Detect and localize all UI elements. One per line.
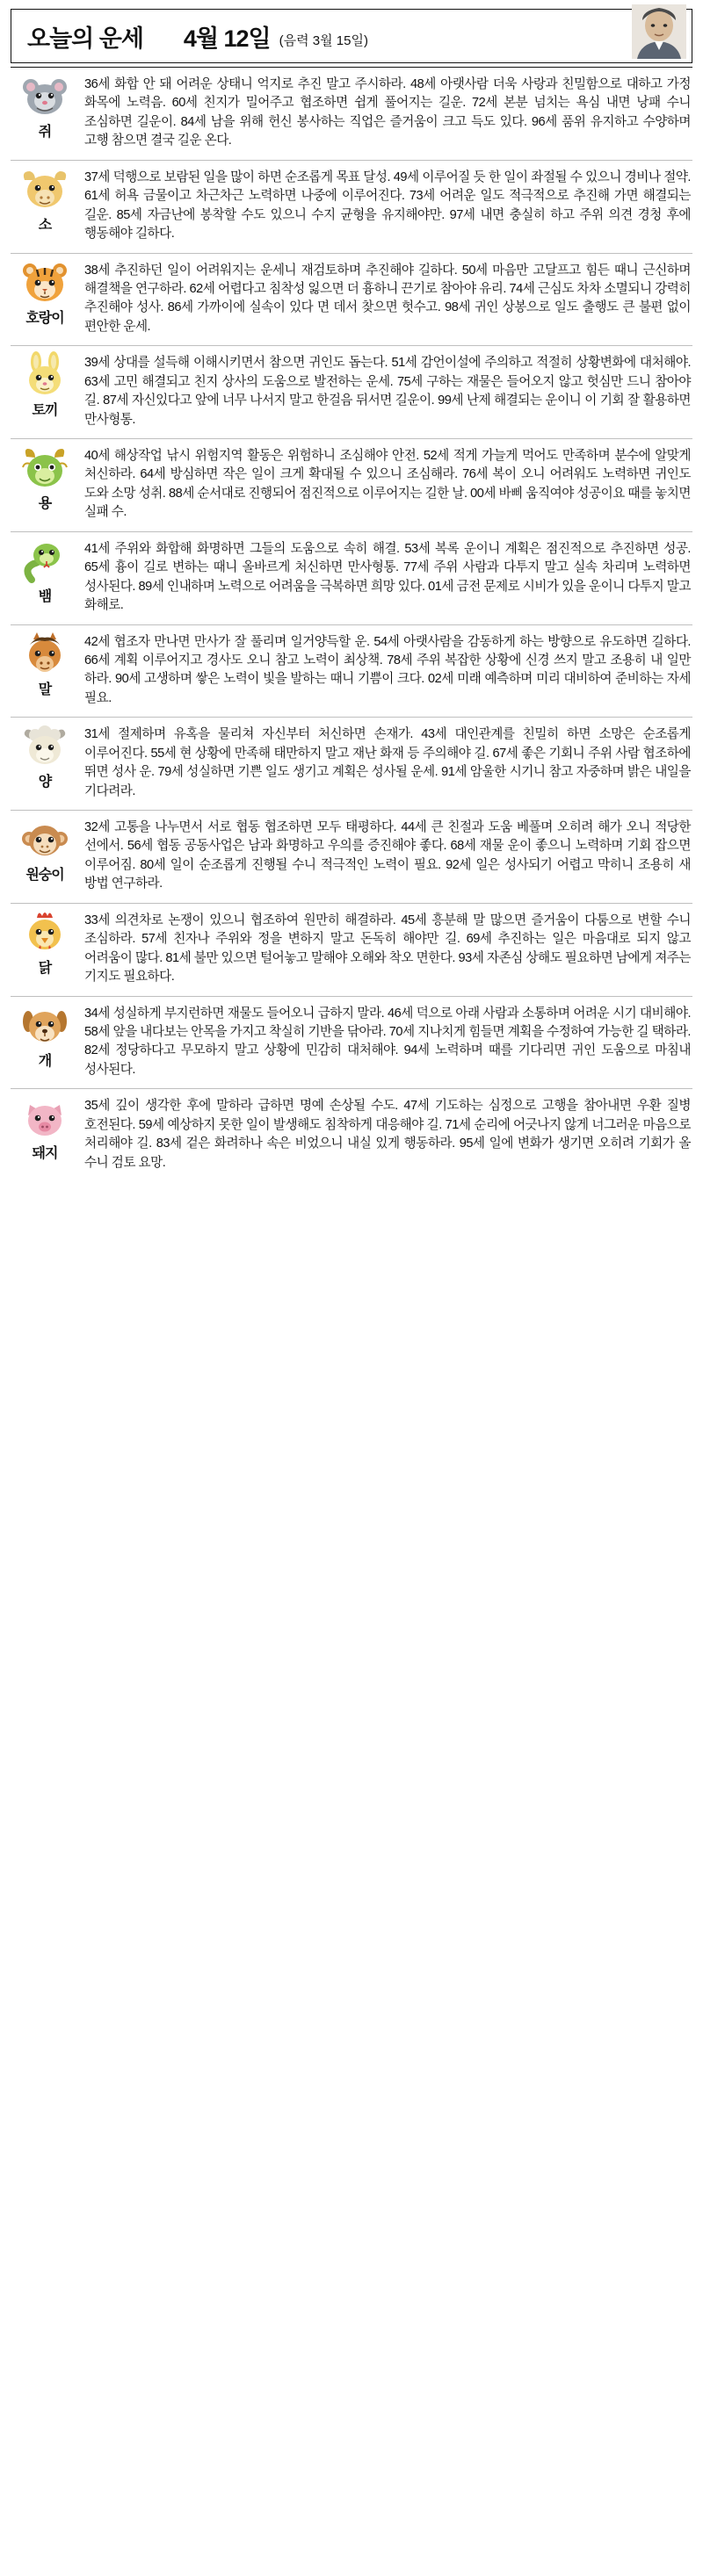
zodiac-name: 토끼	[32, 403, 58, 419]
zodiac-cell-tiger	[11, 253, 79, 346]
header-lunar-date: (음력 3월 15일)	[279, 32, 368, 48]
fortune-table	[11, 68, 692, 1181]
fortune-text: 41세 주위와 화합해 화명하면 그들의 도움으로 속히 해결. 53세 복록 운이니 계획은 점진적으로 추진하면 성공. 65세 흉이 길로 변하는 때니 올바르게 처신하면 만사형통. 77세 주위 사람과 다투지 말고 실속 차리며 노력하면 성사된다. 89세 인내하며 노력으로 어려움을 극복하면 희망 있다. 01세 금전 문제로 시비가 있을 운이니 다투지 말고 화해로.	[79, 531, 692, 624]
rabbit-icon	[19, 351, 70, 397]
fortune-page	[0, 0, 703, 1194]
person-photo-icon	[632, 4, 686, 59]
zodiac-name: 돼지	[32, 1146, 58, 1162]
dog-icon	[19, 1002, 70, 1048]
table-row	[11, 1089, 692, 1181]
table-row	[11, 160, 692, 253]
zodiac-name: 쥐	[38, 125, 52, 140]
zodiac-name: 용	[38, 496, 52, 511]
monkey-icon	[19, 816, 70, 862]
zodiac-name: 호랑이	[25, 310, 64, 326]
rooster-icon	[19, 909, 70, 955]
fortune-text: 37세 덕행으로 보람된 일을 많이 하면 순조롭게 목표 달성. 49세 이루어질 듯 한 일이 좌절될 수 있으니 경비나 절약. 61세 허욕 금물이고 차근차근 노력하면 나중에 이루어진다. 73세 어려운 일도 적극적으로 추진해 가면 해결되는 길운. 85세 자금난에 봉착할 수도 있으니 수지 균형을 유지해야만. 97세 내면 충실히 하고 주위 의견 경청 후에 행동해야 길하다.	[79, 160, 692, 253]
zodiac-name: 뱀	[38, 588, 52, 604]
snake-icon	[19, 538, 70, 583]
zodiac-name: 원숭이	[25, 868, 64, 883]
fortune-text: 31세 절제하며 유혹을 물리쳐 자신부터 처신하면 손재가. 43세 대인관계를 친밀히 하면 소망은 순조롭게 이루어진다. 55세 현 상황에 만족해 태만하지 말고 재난 화재 등 주의해야 길. 67세 좋은 기회니 주위 사람 협조하에 뛰면 성사 운. 79세 성실하면 기쁜 일도 생기고 계획은 성사될 운세. 91세 암울한 시기니 참고 자중하며 밝은 내일을 기다려라.	[79, 718, 692, 811]
zodiac-cell-dog	[11, 996, 79, 1089]
zodiac-cell-pig	[11, 1089, 79, 1181]
table-row	[11, 346, 692, 439]
table-row	[11, 624, 692, 718]
dragon-icon	[19, 444, 70, 490]
fortune-text: 35세 깊이 생각한 후에 말하라 급하면 명예 손상될 수도. 47세 기도하는 심정으로 고행을 참아내면 우환 질병 호전된다. 59세 예상하지 못한 일이 발생해도 침착하게 대응해야 길. 71세 순리에 어긋나지 않게 너그러운 마음으로 처리해야 길. 83세 겉은 화려하나 속은 비었으니 내실 있게 행동하라. 95세 일에 변화가 생기면 오히려 기회가 올 수니 검토 요망.	[84, 1099, 691, 1170]
zodiac-name: 말	[38, 682, 52, 697]
zodiac-cell-snake	[11, 531, 79, 624]
page-header	[11, 9, 692, 63]
fortune-text: 39세 상대를 설득해 이해시키면서 참으면 귀인도 돕는다. 51세 감언이설에 주의하고 적절히 상황변화에 대처해야. 63세 고민 해결되고 친지 상사의 도움으로 발전하는 운세. 75세 구하는 재물은 들어오지 않고 헛심만 드니 참아야 길. 87세 자신있다고 앞에 너무 나서지 말고 한걸음 뒤서면 길운이. 99세 난제 해결되는 운이니 이 기회 잘 활용하면 만사형통.	[79, 346, 692, 439]
zodiac-name: 닭	[38, 960, 52, 976]
table-row	[11, 811, 692, 904]
zodiac-cell-dragon	[11, 439, 79, 532]
zodiac-name: 개	[38, 1053, 52, 1069]
fortune-text: 32세 고통을 나누면서 서로 협동 협조하면 모두 태평하다. 44세 큰 친절과 도움 베풀며 오히려 해가 오니 적당한 선에서. 56세 협동 공동사업은 남과 화명하고 우의를 증진해야 좋다. 68세 재물 운이 좋으니 노력하며 기회 잡으면 이루어짐. 80세 일이 순조롭게 진행될 수니 적극적인 노력이 필요. 92세 일은 성사되기 어렵고 막히니 조용히 새 방법 연구하라.	[79, 811, 692, 904]
tiger-icon	[19, 259, 70, 305]
sheep-icon	[19, 723, 70, 768]
zodiac-cell-rabbit	[11, 346, 79, 439]
horse-icon	[19, 631, 70, 676]
fortune-text: 38세 추진하던 일이 어려워지는 운세니 재검토하며 추진해야 길하다. 50세 마음만 고달프고 힘든 때니 근신하며 해결책을 연구하라. 62세 어렵다고 침착성 잃으면 더 흉하니 끈기로 참아야 유리. 74세 근심도 차차 소멸되니 강력히 추진해야 성사. 86세 가까이에 실속이 있다 면 데서 찾으면 헛수고. 98세 귀인 상봉으로 일도 출행도 큰 불편 없이 편안한 운세.	[79, 253, 692, 346]
header-date: 4월 12일	[183, 25, 271, 52]
zodiac-cell-rat	[11, 68, 79, 160]
zodiac-cell-ox	[11, 160, 79, 253]
table-row	[11, 996, 692, 1089]
table-row	[11, 68, 692, 160]
zodiac-cell-rooster	[11, 903, 79, 996]
zodiac-cell-horse	[11, 624, 79, 718]
rat-icon	[19, 73, 70, 119]
page-title: 오늘의 운세	[27, 25, 143, 52]
zodiac-name: 소	[38, 217, 52, 233]
table-row	[11, 253, 692, 346]
fortune-text: 33세 의견차로 논쟁이 있으니 협조하여 원만히 해결하라. 45세 흥분해 말 많으면 즐거움이 다툼으로 변할 수니 조심하라. 57세 친자나 주위와 정을 변하지 말고 돈독히 해야만 길. 69세 추진하는 일은 마음대로 되지 않고 어려움이 많다. 81세 불만 있으면 털어놓고 말해야 오해와 착오 면한다. 93세 자존심 상해도 필요하면 남에게 져주는 기지도 필요하다.	[79, 903, 692, 996]
pig-icon	[19, 1094, 70, 1140]
table-row	[11, 531, 692, 624]
fortune-text: 36세 화합 안 돼 어려운 상태니 억지로 추진 말고 주시하라. 48세 아랫사람 더욱 사랑과 친밀함으로 대하고 가정 화목에 노력음. 60세 친지가 밀어주고 협조하면 쉽게 풀어지는 길운. 72세 본분 넘치는 욕심 내면 낭패 수니 조심하면 길운이. 84세 남을 위해 헌신 봉사하는 직업은 즐거움이 크고 득도 있다. 96세 품위 유지하고 수양하며 고행 참으면 결국 길운 온다.	[79, 68, 692, 160]
fortune-text: 40세 해상작업 낚시 위험지역 활동은 위험하니 조심해야 안전. 52세 적게 가늘게 먹어도 만족하며 분수에 알맞게 처신하라. 64세 방심하면 작은 일이 크게 확대될 수 있으니 조심해라. 76세 복이 오니 어려워도 노력하면 귀인도 도와 소망 성취. 88세 순서대로 진행되어 점진적으로 이루어지는 길한 날. 00세 바삐 움직여야 성공이요 때를 놓치면 실패 수.	[79, 439, 692, 532]
fortune-text: 34세 성실하게 부지런하면 재물도 들어오니 급하지 말라. 46세 덕으로 아래 사람과 소통하며 어려운 시기 대비해야. 58세 앞을 내다보는 안목을 가지고 착실히 기반을 닦아라. 70세 지나치게 힘들면 계획을 수정하여 가능한 길 택하라. 82세 정당하다고 무모하지 말고 상황에 민감히 대처해야. 94세 노력하며 때를 기다리면 귀인 도움으로 마침내 성사된다.	[79, 996, 692, 1089]
zodiac-cell-monkey	[11, 811, 79, 904]
fortune-text: 42세 협조자 만나면 만사가 잘 풀리며 일거양득할 운. 54세 아랫사람을 감동하게 하는 방향으로 유도하면 길하다. 66세 계획 이루어지고 경사도 오니 참고 노력이 최상책. 78세 주위 복잡한 상황에 신경 쓰지 말고 조용히 내 일만 하라. 90세 고생하며 쌓은 노력이 빛을 발하는 때니 기쁨이 크다. 02세 미래 예측하며 미리 대비하여 준비하는 자세 필요.	[79, 624, 692, 718]
table-row	[11, 903, 692, 996]
zodiac-cell-sheep	[11, 718, 79, 811]
zodiac-name: 양	[38, 775, 52, 790]
ox-icon	[19, 166, 70, 212]
table-row	[11, 439, 692, 532]
table-row	[11, 718, 692, 811]
